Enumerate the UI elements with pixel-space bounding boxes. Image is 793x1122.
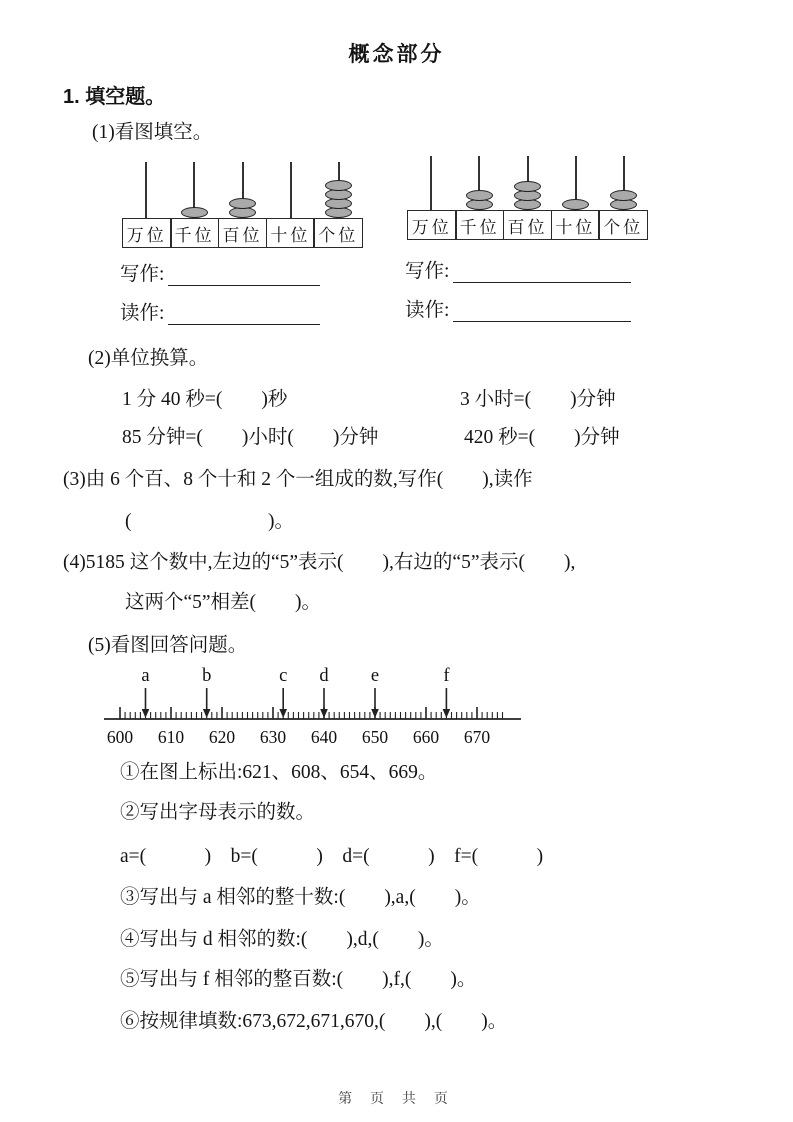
read-label: 读作: (405, 300, 450, 321)
q4-line1: (4)5185 这个数中,左边的“5”表示( ),右边的“5”表示( ), (63, 552, 576, 573)
answer-blank (453, 300, 631, 322)
q2-item-4: 420 秒=( )分钟 (464, 427, 620, 448)
place-value-label: 十位 (266, 218, 316, 248)
svg-text:640: 640 (310, 727, 338, 747)
q3-line2: ( )。 (125, 511, 294, 532)
q5-sub5: ⑤写出与 f 相邻的整百数:( ),f,( )。 (120, 969, 477, 990)
q5-sub2-row: a=( ) b=( ) d=( ) f=( ) (120, 846, 544, 867)
place-value-label: 万位 (122, 218, 172, 248)
read-label: 读作: (120, 303, 165, 324)
place-value-label: 个位 (598, 210, 648, 240)
write-line-left (120, 263, 320, 286)
svg-text:600: 600 (106, 727, 134, 747)
q5-sub2: ②写出字母表示的数。 (120, 802, 316, 823)
q5-label: (5)看图回答问题。 (88, 635, 248, 656)
svg-text:d: d (319, 666, 329, 686)
abacus-bead (325, 180, 352, 191)
abacus-rod (290, 162, 292, 218)
q5-sub6: ⑥按规律填数:673,672,671,670,( ),( )。 (120, 1011, 508, 1032)
abacus-rod (145, 162, 147, 218)
place-value-label: 十位 (551, 210, 601, 240)
q5-sub1: ①在图上标出:621、608、654、669。 (120, 762, 438, 783)
section-heading: 1. 填空题。 (63, 86, 166, 108)
write-label: 写作: (405, 261, 450, 282)
svg-text:610: 610 (157, 727, 185, 747)
place-value-label: 百位 (503, 210, 553, 240)
place-value-row (122, 218, 363, 248)
q5-sub3: ③写出与 a 相邻的整十数:( ),a,( )。 (120, 887, 481, 908)
abacus-bead (181, 207, 208, 218)
q2-item-3: 85 分钟=( )小时( )分钟 (122, 427, 379, 448)
svg-text:670: 670 (463, 727, 491, 747)
read-line-right (405, 299, 631, 322)
q4-line2: 这两个“5”相差( )。 (125, 592, 322, 613)
q5-sub4: ④写出与 d 相邻的数:( ),d,( )。 (120, 929, 444, 950)
q2-item-2: 3 小时=( )分钟 (460, 389, 616, 410)
abacus-bead (562, 199, 589, 210)
place-value-label: 千位 (455, 210, 505, 240)
svg-text:650: 650 (361, 727, 389, 747)
abacus-bead (466, 190, 493, 201)
svg-text:660: 660 (412, 727, 440, 747)
svg-text:f: f (443, 666, 450, 686)
abacus-right (407, 156, 648, 240)
write-label: 写作: (120, 264, 165, 285)
place-value-label: 百位 (218, 218, 268, 248)
q2-label: (2)单位换算。 (88, 348, 209, 369)
q2-item-1: 1 分 40 秒=( )秒 (122, 389, 288, 410)
read-line-left (120, 302, 320, 325)
number-line-svg (100, 664, 530, 750)
write-line-right (405, 260, 631, 283)
svg-text:a: a (141, 666, 150, 686)
q3-line1: (3)由 6 个百、8 个十和 2 个一组成的数,写作( ),读作 (63, 469, 533, 490)
place-value-label: 千位 (170, 218, 220, 248)
answer-blank (453, 261, 631, 283)
abacus-bead (514, 181, 541, 192)
svg-text:630: 630 (259, 727, 287, 747)
svg-text:620: 620 (208, 727, 236, 747)
answer-blank (168, 303, 320, 325)
abacus-left (122, 162, 363, 248)
abacus-bead (229, 198, 256, 209)
abacus-bead (610, 190, 637, 201)
place-value-row (407, 210, 648, 240)
q1-label: (1)看图填空。 (92, 122, 213, 143)
abacus-rod (430, 156, 432, 210)
abacus-rod-area (122, 162, 363, 218)
svg-text:c: c (279, 666, 288, 686)
svg-text:b: b (202, 666, 212, 686)
place-value-label: 万位 (407, 210, 457, 240)
answer-blank (168, 264, 320, 286)
number-line-diagram (100, 664, 530, 755)
page-title: 概念部分 (348, 43, 445, 66)
page-footer: 第 页 共 页 (338, 1090, 455, 1106)
abacus-rod-area (407, 156, 648, 210)
svg-text:e: e (370, 666, 380, 686)
place-value-label: 个位 (313, 218, 363, 248)
